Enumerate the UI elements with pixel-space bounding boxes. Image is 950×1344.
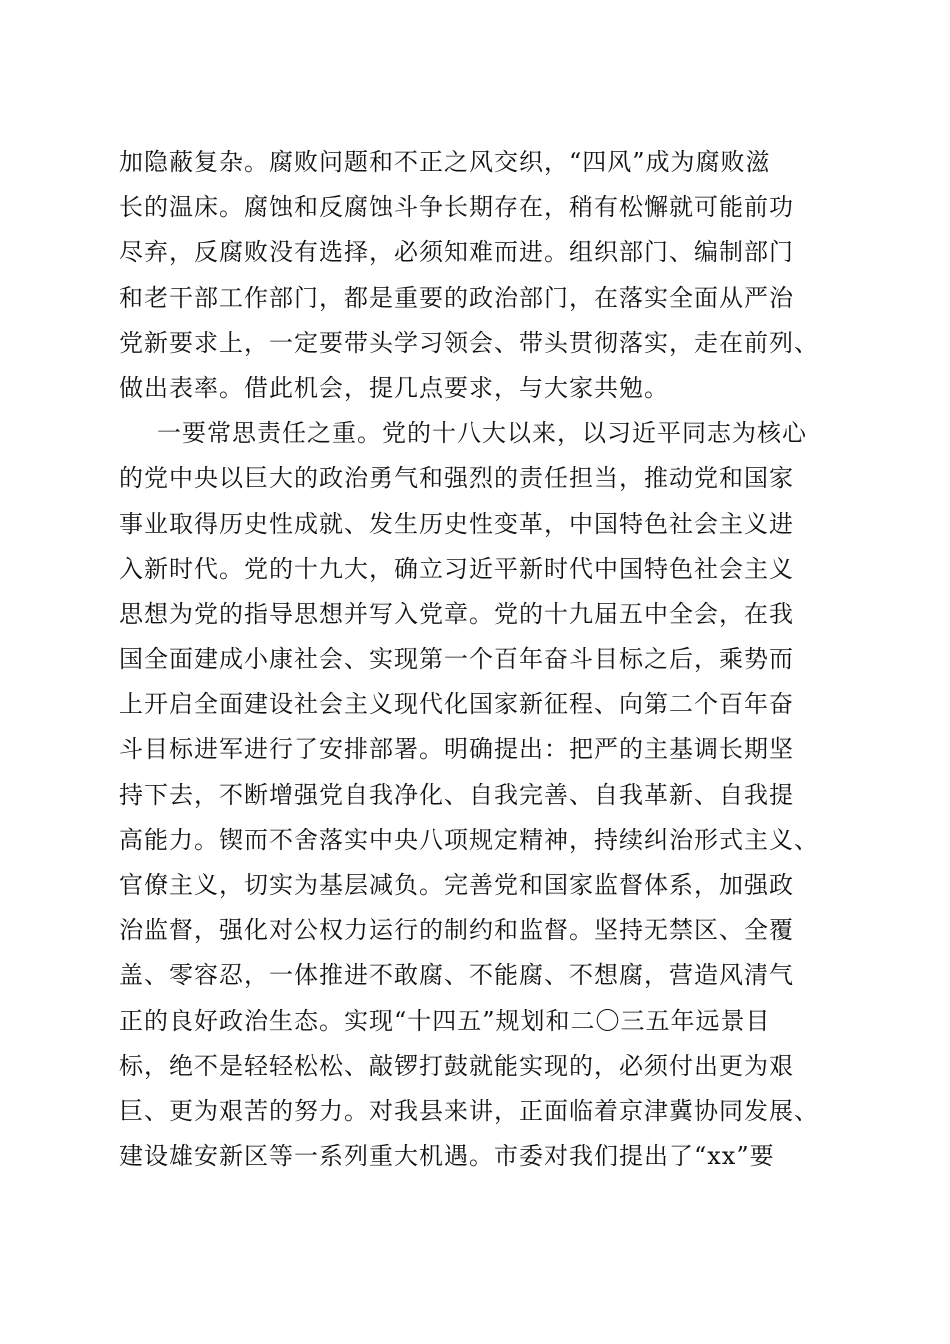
text-line: 事业取得历史性成就、发生历史性变革，中国特色社会主义进 <box>119 509 794 538</box>
text-line: 思想为党的指导思想并写入党章。党的十九届五中全会，在我 <box>119 599 794 628</box>
text-line: 盖、零容忍，一体推进不敢腐、不能腐、不想腐，营造风清气 <box>119 961 794 990</box>
text-line: 尽弃，反腐败没有选择，必须知难而进。组织部门、编制部门 <box>119 238 794 267</box>
paragraph-2 <box>119 411 831 1179</box>
text-line: 做出表率。借此机会，提几点要求，与大家共勉。 <box>119 373 669 402</box>
text-line: 斗目标进军进行了安排部署。明确提出：把严的主基调长期坚 <box>119 735 794 764</box>
text-line: 官僚主义，切实为基层减负。完善党和国家监督体系，加强政 <box>119 871 794 899</box>
text-line: 标，绝不是轻轻松松、敲锣打鼓就能实现的，必须付出更为艰 <box>119 1051 794 1080</box>
text-line-first: 一要常思责任之重。党的十八大以来，以习近平同志为核心 <box>157 419 807 448</box>
text-line: 治监督，强化对公权力运行的制约和监督。坚持无禁区、全覆 <box>119 916 794 945</box>
text-line: 的党中央以巨大的政治勇气和强烈的责任担当，推动党和国家 <box>119 464 794 493</box>
text-line: 持下去，不断增强党自我净化、自我完善、自我革新、自我提 <box>119 780 794 809</box>
text-line: 党新要求上，一定要带头学习领会、带头贯彻落实，走在前列、 <box>119 328 819 357</box>
text-line: 正的良好政治生态。实现“十四五”规划和二〇三五年远景目 <box>119 1006 771 1035</box>
text-line: 巨、更为艰苦的努力。对我县来讲，正面临着京津冀协同发展、 <box>119 1096 819 1125</box>
text-line: 入新时代。党的十九大，确立习近平新时代中国特色社会主义 <box>119 554 794 583</box>
text-line: 和老干部工作部门，都是重要的政治部门，在落实全面从严治 <box>119 283 794 312</box>
text-line: 国全面建成小康社会、实现第一个百年奋斗目标之后，乘势而 <box>119 645 794 674</box>
text-line: 加隐蔽复杂。腐败问题和不正之风交织，“四风”成为腐败滋 <box>119 148 771 176</box>
text-line: 长的温床。腐蚀和反腐蚀斗争长期存在，稍有松懈就可能前功 <box>119 193 794 222</box>
text-line: 建设雄安新区等一系列重大机遇。市委对我们提出了“xx”要 <box>119 1142 775 1171</box>
paragraph-1 <box>119 140 831 411</box>
text-line: 上开启全面建设社会主义现代化国家新征程、向第二个百年奋 <box>119 690 794 719</box>
text-line: 高能力。锲而不舍落实中央八项规定精神，持续纠治形式主义、 <box>119 825 819 854</box>
document-body <box>119 140 831 1179</box>
